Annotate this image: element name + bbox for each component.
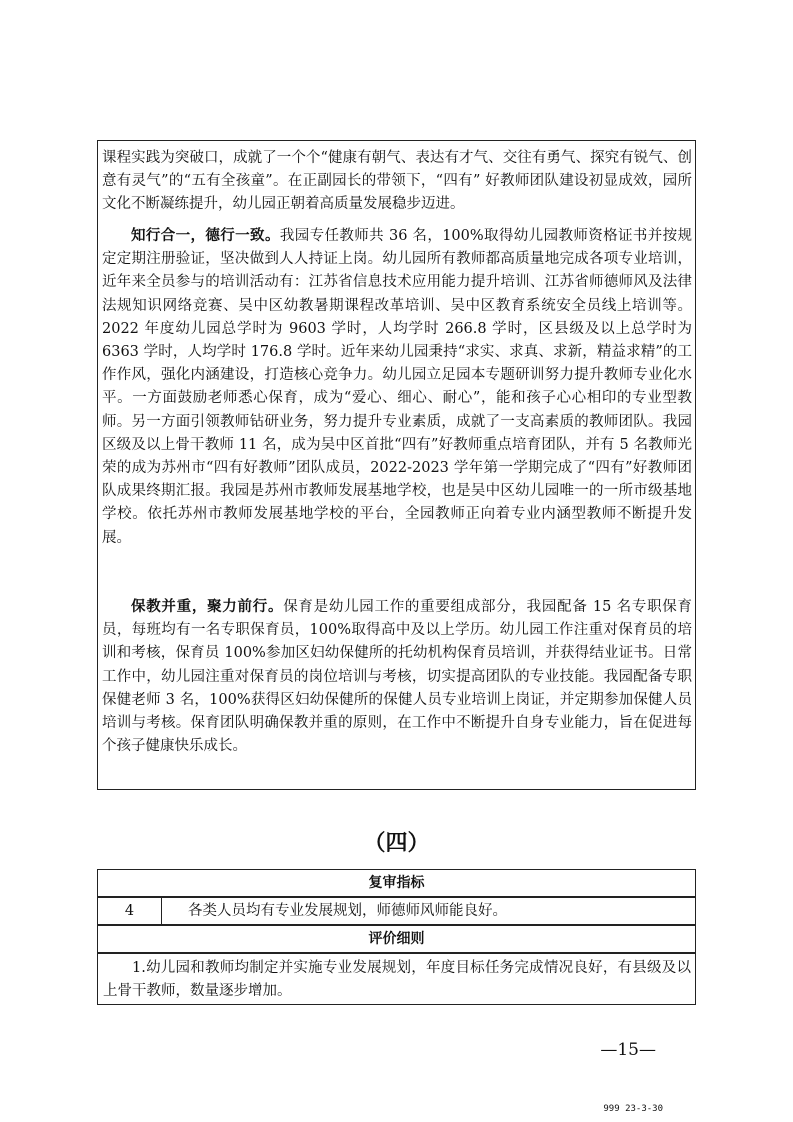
paragraph-intro: 课程实践为突破口，成就了一个个“健康有朝气、表达有才气、交往有勇气、探究有锐气、创意有灵气”的“五有全孩童”。在正副园长的带领下，“四有” 好教师团队建设初显成效，园所文化不断凝练提升，幼儿园正朝着高质量发展稳步迈进。 xyxy=(102,150,692,213)
section-heading: （四） xyxy=(363,831,430,856)
paragraph-teachers xyxy=(102,225,692,550)
page-number: —15— xyxy=(600,1040,656,1060)
paragraph-caregivers-body: 保育是幼儿园工作的重要组成部分，我园配备 15 名专职保育员，每班均有一名专职保育员，100%取得高中及以上学历。幼儿园工作注重对保育员的培训和考核，保育员 100%参加区妇幼保健所的托幼机构保育员培训，并获得结业证书。日常工作中，幼儿园注重对保育员的岗位培训与考核，切实提高团队的专业技能。我园配备专职保健老师 3 名，100%获得区妇幼保健所的保健人员专业培训上岗证，并定期参加保健人员培训与考核。保育团队明确保教并重的原则，在工作中不断提升自身专业能力，旨在促进每个孩子健康快乐成长。 xyxy=(102,599,693,755)
index-text: 各类人员均有专业发展规划，师德师风师能良好。 xyxy=(188,903,507,919)
table-header-review-index: 复审指标 xyxy=(97,869,696,897)
criteria-text: 1.幼儿园和教师均制定并实施专业发展规划，年度目标任务完成情况良好，有县级及以上骨干教师，数量逐步增加。 xyxy=(103,960,691,1000)
paragraph-caregivers xyxy=(102,596,692,758)
index-number: 4 xyxy=(98,898,162,924)
table-row-criteria xyxy=(97,953,696,1005)
table-header-criteria: 评价细则 xyxy=(97,925,696,953)
paragraph-caregivers-lead: 保教并重，聚力前行。 xyxy=(131,599,284,615)
paragraph-teachers-lead: 知行合一，德行一致。 xyxy=(131,228,280,244)
table-row-index xyxy=(97,897,696,925)
paragraph-teachers-body: 我园专任教师共 36 名，100%取得幼儿园教师资格证书并按规定定期注册验证，坚决做到人人持证上岗。幼儿园所有教师都高质量地完成各项专业培训，近年来全员参与的培训活动有：江苏省信息技术应用能力提升培训、江苏省师德师风及法律法规知识网络竞赛、吴中区幼教暑期课程改革培训、吴中区教育系统安全员线上培训等。2022 年度幼儿园总学时为 9603 学时，人均学时 266.8 学时，区县级及以上总学时为 6363 学时，人均学时 176.8 学时。近年来幼儿园秉持“求实、求真、求新，精益求精”的工作作风，强化内涵建设，打造核心竞争力。幼儿园立足园本专题研训努力提升教师专业化水平。一方面鼓励老师悉心保育，成为“爱心、细心、耐心”，能和孩子心心相印的专业型教师。另一方面引领教师钻研业务，努力提升专业素质，成就了一支高素质的教师团队。我园区级及以上骨干教师 11 名，成为吴中区首批“四有”好教师重点培育团队，并有 5 名教师光荣的成为苏州市“四有好教师”团队成员，2022-2023 学年第一学期完成了“四有”好教师团队成果终期汇报。我园是苏州市教师发展基地学校，也是吴中区幼儿园唯一的一所市级基地学校。依托苏州市教师发展基地学校的平台，全园教师正向着专业内涵型教师不断提升发展。 xyxy=(102,228,693,546)
footer-stamp: 999 23-3-30 xyxy=(603,1104,663,1114)
